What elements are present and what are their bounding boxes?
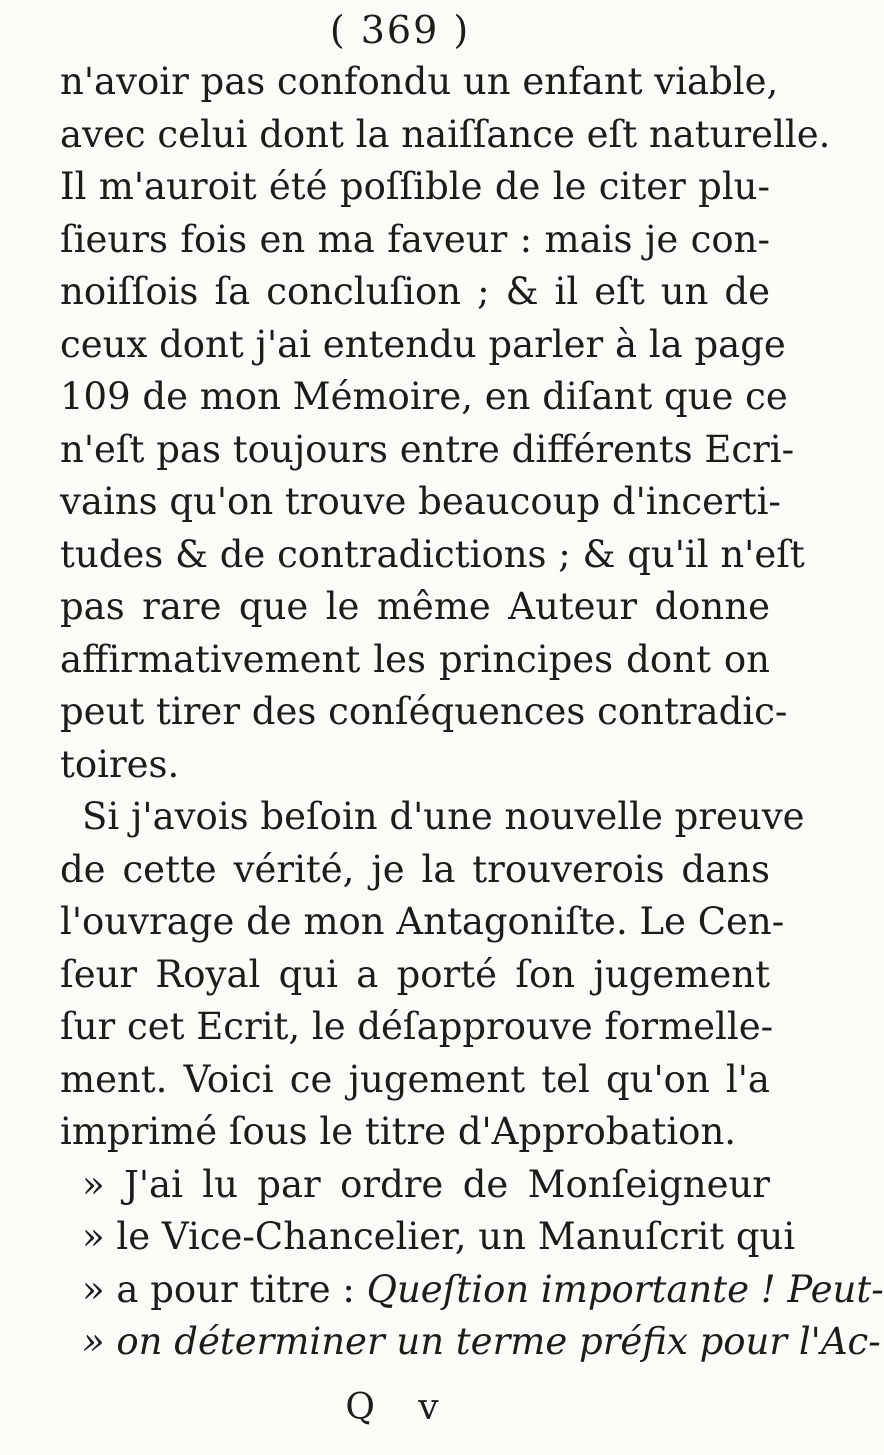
text-line — [60, 1316, 881, 1369]
text-line: toires. — [60, 742, 180, 786]
text-line: tudes & de contradictions ; & qu'il n'eſt — [60, 532, 805, 576]
text-line: avec celui dont la naiſſance eſt naturelle. — [60, 112, 831, 156]
text-line: de cette vérité, je la trouverois dans — [60, 847, 770, 891]
text-line: Si j'avois beſoin d'une nouvelle preuve — [82, 795, 805, 838]
text-line: affirmativement les principes dont on — [60, 637, 770, 681]
text-line: ceux dont j'ai entendu parler à la page — [60, 322, 786, 366]
italic-continuation: » on déterminer un terme préfix pour l'Ac- — [82, 1320, 881, 1363]
text-line: ſieurs fois en ma faveur : mais je con- — [60, 217, 770, 261]
text-line: vains qu'on trouve beaucoup d'incerti- — [60, 480, 781, 523]
text-line: Il m'auroit été poſſible de le citer plu- — [60, 165, 770, 208]
text-line: imprimé ſous le titre d'Approbation. — [60, 1110, 737, 1153]
text-line: l'ouvrage de mon Antagoniſte. Le Cen- — [60, 900, 785, 943]
italic-title: Queſtion importante ! Peut- — [366, 1267, 884, 1311]
text-line: 109 de mon Mémoire, en diſant que ce — [60, 375, 788, 418]
text-line: n'avoir pas confondu un enfant viable, — [60, 60, 779, 103]
text-line: ſur cet Ecrit, le déſapprouve formelle- — [60, 1005, 774, 1048]
text-line: noiſſois ſa concluſion ; & il eſt un de — [60, 270, 770, 313]
text-line: ment. Voici ce jugement tel qu'on l'a — [60, 1057, 770, 1101]
text-line: » le Vice-Chancelier, un Manuſcrit qui — [82, 1215, 796, 1258]
text-line: peut tirer des conſéquences contradic- — [60, 690, 788, 733]
body-text — [60, 56, 884, 1369]
text-line: » J'ai lu par ordre de Monſeigneur — [82, 1162, 770, 1206]
quote-intro: » a pour titre : — [82, 1267, 355, 1311]
text-line: pas rare que le même Auteur donne — [60, 585, 770, 628]
signature-mark: Q v — [345, 1387, 455, 1428]
text-line — [60, 1264, 884, 1317]
text-line: n'eſt pas toujours entre différents Ecri- — [60, 427, 795, 471]
page-number: ( 369 ) — [329, 8, 471, 52]
text-line: ſeur Royal qui a porté ſon jugement — [60, 952, 770, 996]
